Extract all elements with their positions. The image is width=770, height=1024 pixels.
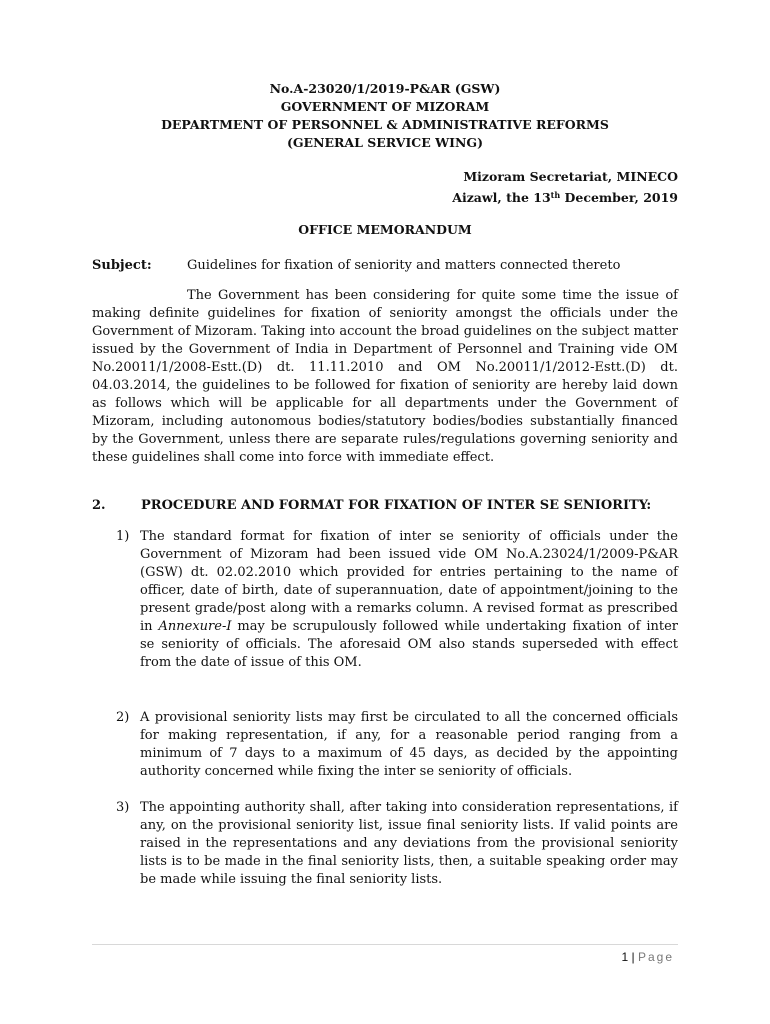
page-footer <box>621 950 674 964</box>
list-item-2 <box>116 709 678 781</box>
department-heading: DEPARTMENT OF PERSONNEL & ADMINISTRATIVE REFORMS <box>161 117 609 132</box>
item-number: 3) <box>116 800 130 815</box>
page-number: 1 <box>621 950 629 964</box>
footer-separator: | <box>628 950 638 964</box>
item-text: The appointing authority shall, after taking into consideration representations, if any, on the provisional seniority list, issue final seniority lists. If valid points are raised in the representations and any deviations from the provisional seniority lists is to be made in the final seniority lists, then, a suitable speaking order may be made while issuing the final seniority lists. <box>140 800 678 887</box>
section-2-heading <box>92 498 651 513</box>
date-prefix: Aizawl, the 13 <box>452 190 551 205</box>
place-line: Mizoram Secretariat, MINECO <box>463 169 678 184</box>
subject-text: Guidelines for fixation of seniority and matters connected thereto <box>187 258 621 273</box>
wing-heading: (GENERAL SERVICE WING) <box>286 135 484 150</box>
date-suffix: December, 2019 <box>560 190 678 205</box>
annexure-reference: Annexure-I <box>158 619 232 634</box>
date-superscript: th <box>550 190 561 200</box>
item-text <box>140 528 678 672</box>
file-number: No.A-23020/1/2019-P&AR (GSW) <box>269 81 501 96</box>
section-title: PROCEDURE AND FORMAT FOR FIXATION OF INTER SE SENIORITY: <box>141 498 652 513</box>
intro-paragraph: The Government has been considering for quite some time the issue of making definite guidelines for fixation of seniority amongst the officials under the Government of Mizoram. Taking into account the broad guidelines on the subject matter issued by the Government of India in Department of Personnel and Training vide OM No.20011/1/2008-Estt.(D) dt. 11.11.2010 and OM No.20011/1/2012-Estt.(D) dt. 04.03.2014, the guidelines to be followed for fixation of seniority are hereby laid down as follows which will be applicable for all departments under the Government of Mizoram, including autonomous bodies/statutory bodies/bodies substantially financed by the Government, unless there are separate rules/regulations governing seniority and these guidelines shall come into force with immediate effect. <box>92 288 678 465</box>
list-item-1 <box>116 528 678 672</box>
date-line <box>452 186 678 207</box>
memo-title: OFFICE MEMORANDUM <box>298 222 472 237</box>
government-heading: GOVERNMENT OF MIZORAM <box>280 99 490 114</box>
item-text: A provisional seniority lists may first be circulated to all the concerned officials for making representation, if any, for a reasonable period ranging from a minimum of 7 days to a maximum of 45 days, as decided by the appointing authority concerned while fixing the inter se seniority of officials. <box>140 710 678 779</box>
list-item-3 <box>116 799 678 889</box>
footer-divider <box>92 944 678 945</box>
subject-label: Subject: <box>92 258 152 273</box>
subject-line <box>92 258 620 273</box>
item-text-part: may be scrupulously followed while undertaking fixation of inter se seniority of officials. The aforesaid OM also stands superseded with effect from the date of issue of this OM. <box>140 619 679 670</box>
item-text-part: The standard format for fixation of inter se seniority of officials under the Government of Mizoram had been issued vide OM No.A.23024/1/2009-P&AR (GSW) dt. 02.02.2010 which provided for entries pertaining to the name of officer, date of birth, date of superannuation, date of appointment/joining to the present grade/post along with a remarks column. A revised format as prescribed in <box>140 529 678 634</box>
item-number: 2) <box>116 710 130 725</box>
section-number: 2. <box>92 498 106 513</box>
page-label: Page <box>637 950 674 964</box>
item-number: 1) <box>116 529 130 544</box>
